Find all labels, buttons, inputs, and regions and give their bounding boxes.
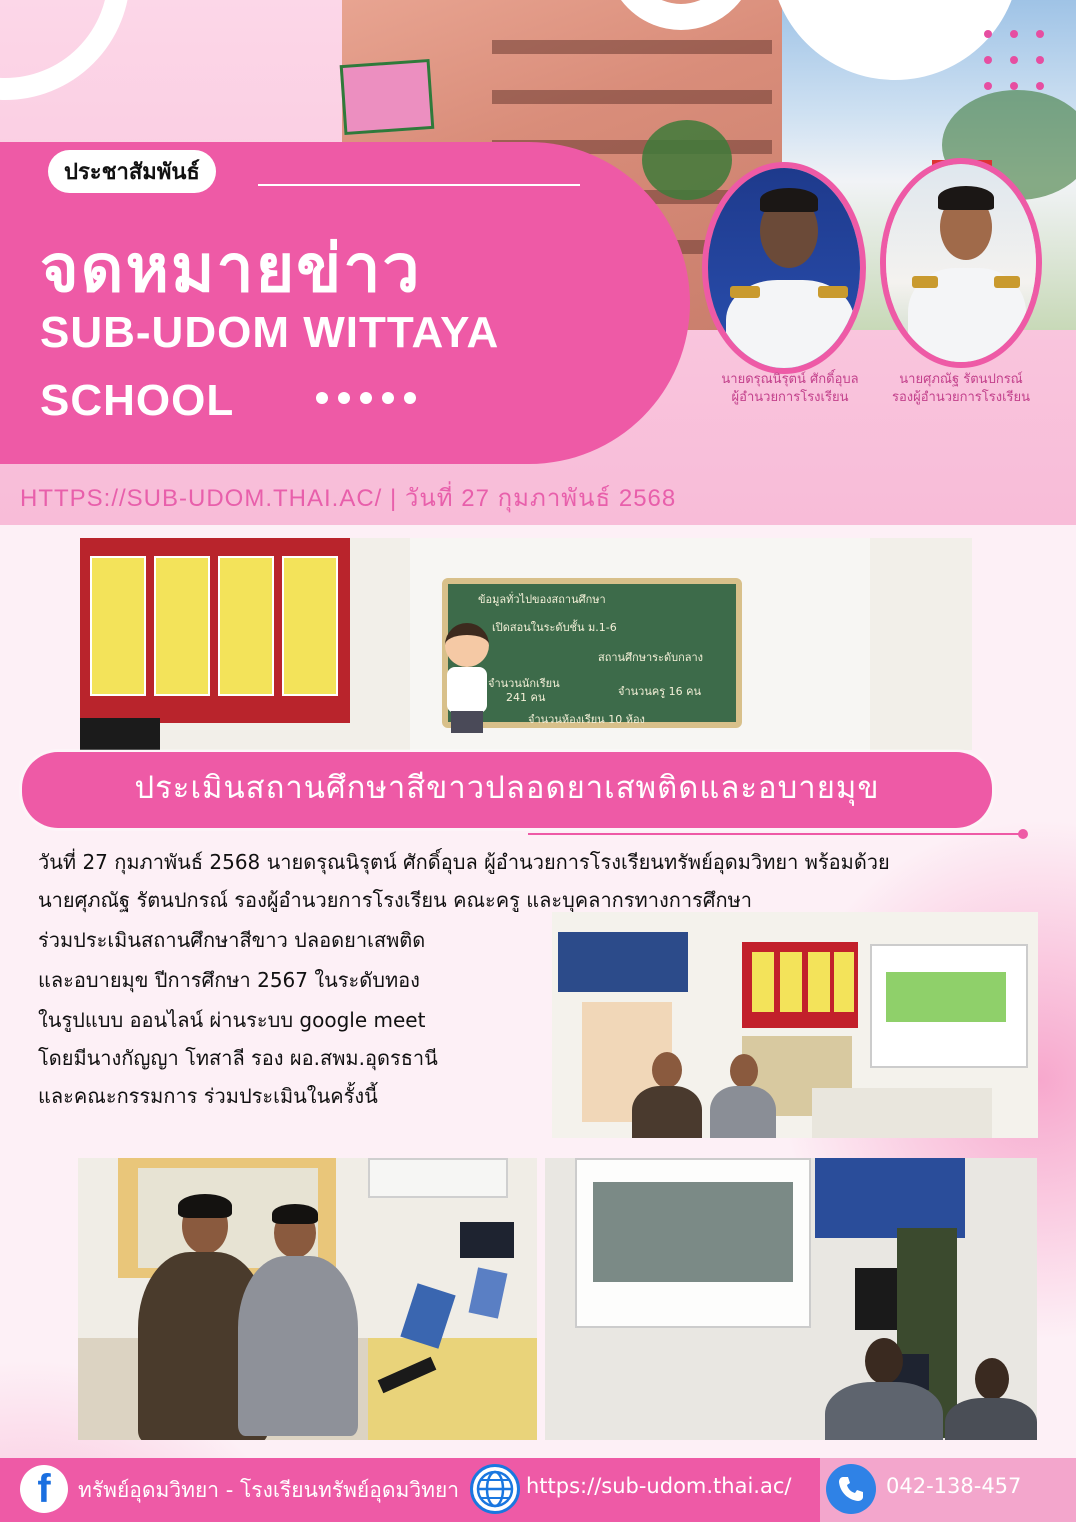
phone-icon[interactable]	[826, 1464, 876, 1514]
deputy-caption	[866, 371, 1056, 407]
slide-title: ข้อมูลทั่วไปของสถานศึกษา	[478, 593, 606, 606]
url-date-line: HTTPS://SUB-UDOM.THAI.AC/ | วันที่ 27 กุมภาพันธ์ 2568	[20, 485, 677, 512]
divider-dot	[1018, 829, 1028, 839]
body-text: โดยมีนางกัญญา โทสาลี รอง ผอ.สพม.อุดรธานี	[38, 1046, 438, 1070]
body-text: นายศุภณัฐ รัตนปกรณ์ รองผู้อำนวยการโรงเรียน คณะครู และบุคลากรทางการศึกษา	[38, 888, 753, 912]
decor-circle	[0, 0, 130, 100]
slide-text: 241 คน	[506, 691, 546, 704]
divider	[528, 833, 1022, 835]
slide-text: จำนวนนักเรียน	[488, 677, 560, 690]
deputy-role: รองผู้อำนวยการโรงเรียน	[891, 390, 1031, 405]
director-name: นายดรุณนิรุตน์ ศักดิ์อุบล	[721, 372, 859, 387]
meeting-photo-3	[545, 1158, 1037, 1440]
deputy-director-portrait	[880, 158, 1042, 368]
facebook-link[interactable]: ทรัพย์อุดมวิทยา - โรงเรียนทรัพย์อุดมวิทยา	[78, 1478, 460, 1502]
facebook-icon[interactable]: f	[20, 1465, 68, 1513]
director-caption	[695, 371, 885, 407]
body-text: ในรูปแบบ ออนไลน์ ผ่านระบบ google meet	[38, 1008, 426, 1032]
slide-text: สถานศึกษาระดับกลาง	[598, 651, 704, 664]
slide-text: จำนวนครู 16 คน	[618, 685, 701, 698]
divider	[258, 184, 580, 186]
globe-icon[interactable]	[470, 1464, 520, 1514]
school-name-line1: SUB-UDOM WITTAYA	[40, 308, 500, 357]
slide-text: เปิดสอนในระดับชั้น ม.1-6	[492, 621, 617, 634]
headline-banner: ประเมินสถานศึกษาสีขาวปลอดยาเสพติดและอบายมุข	[22, 752, 992, 828]
deputy-name: นายศุภณัฐ รัตนปกรณ์	[899, 372, 1023, 387]
decor-dots	[316, 392, 416, 404]
school-name-line2: SCHOOL	[40, 376, 235, 425]
meeting-photo-2	[78, 1158, 537, 1440]
decor-dots	[984, 30, 1048, 94]
bulletin-board	[80, 538, 350, 723]
body-text: ร่วมประเมินสถานศึกษาสีขาว ปลอดยาเสพติด	[38, 928, 426, 952]
body-text: และอบายมุข ปีการศึกษา 2567 ในระดับทอง	[38, 968, 420, 992]
website-link[interactable]: https://sub-udom.thai.ac/	[526, 1474, 792, 1498]
cartoon-student	[437, 623, 497, 733]
main-photo-presentation	[80, 538, 972, 750]
page-title: จดหมายข่าว	[40, 230, 422, 307]
speaker	[80, 718, 160, 750]
meeting-photo-1	[552, 912, 1038, 1138]
body-text: และคณะกรรมการ ร่วมประเมินในครั้งนี้	[38, 1084, 378, 1108]
slide-text: จำนวนห้องเรียน 10 ห้อง	[528, 713, 645, 726]
director-role: ผู้อำนวยการโรงเรียน	[731, 390, 849, 405]
body-text: วันที่ 27 กุมภาพันธ์ 2568 นายดรุณนิรุตน์ ศักดิ์อุบล ผู้อำนวยการโรงเรียนทรัพย์อุดมวิทยา พร้อมด้วย	[38, 850, 890, 874]
section-label: ประชาสัมพันธ์	[48, 150, 216, 193]
director-portrait	[702, 162, 866, 374]
phone-number[interactable]: 042-138-457	[886, 1474, 1022, 1498]
hero-header	[0, 0, 1076, 525]
